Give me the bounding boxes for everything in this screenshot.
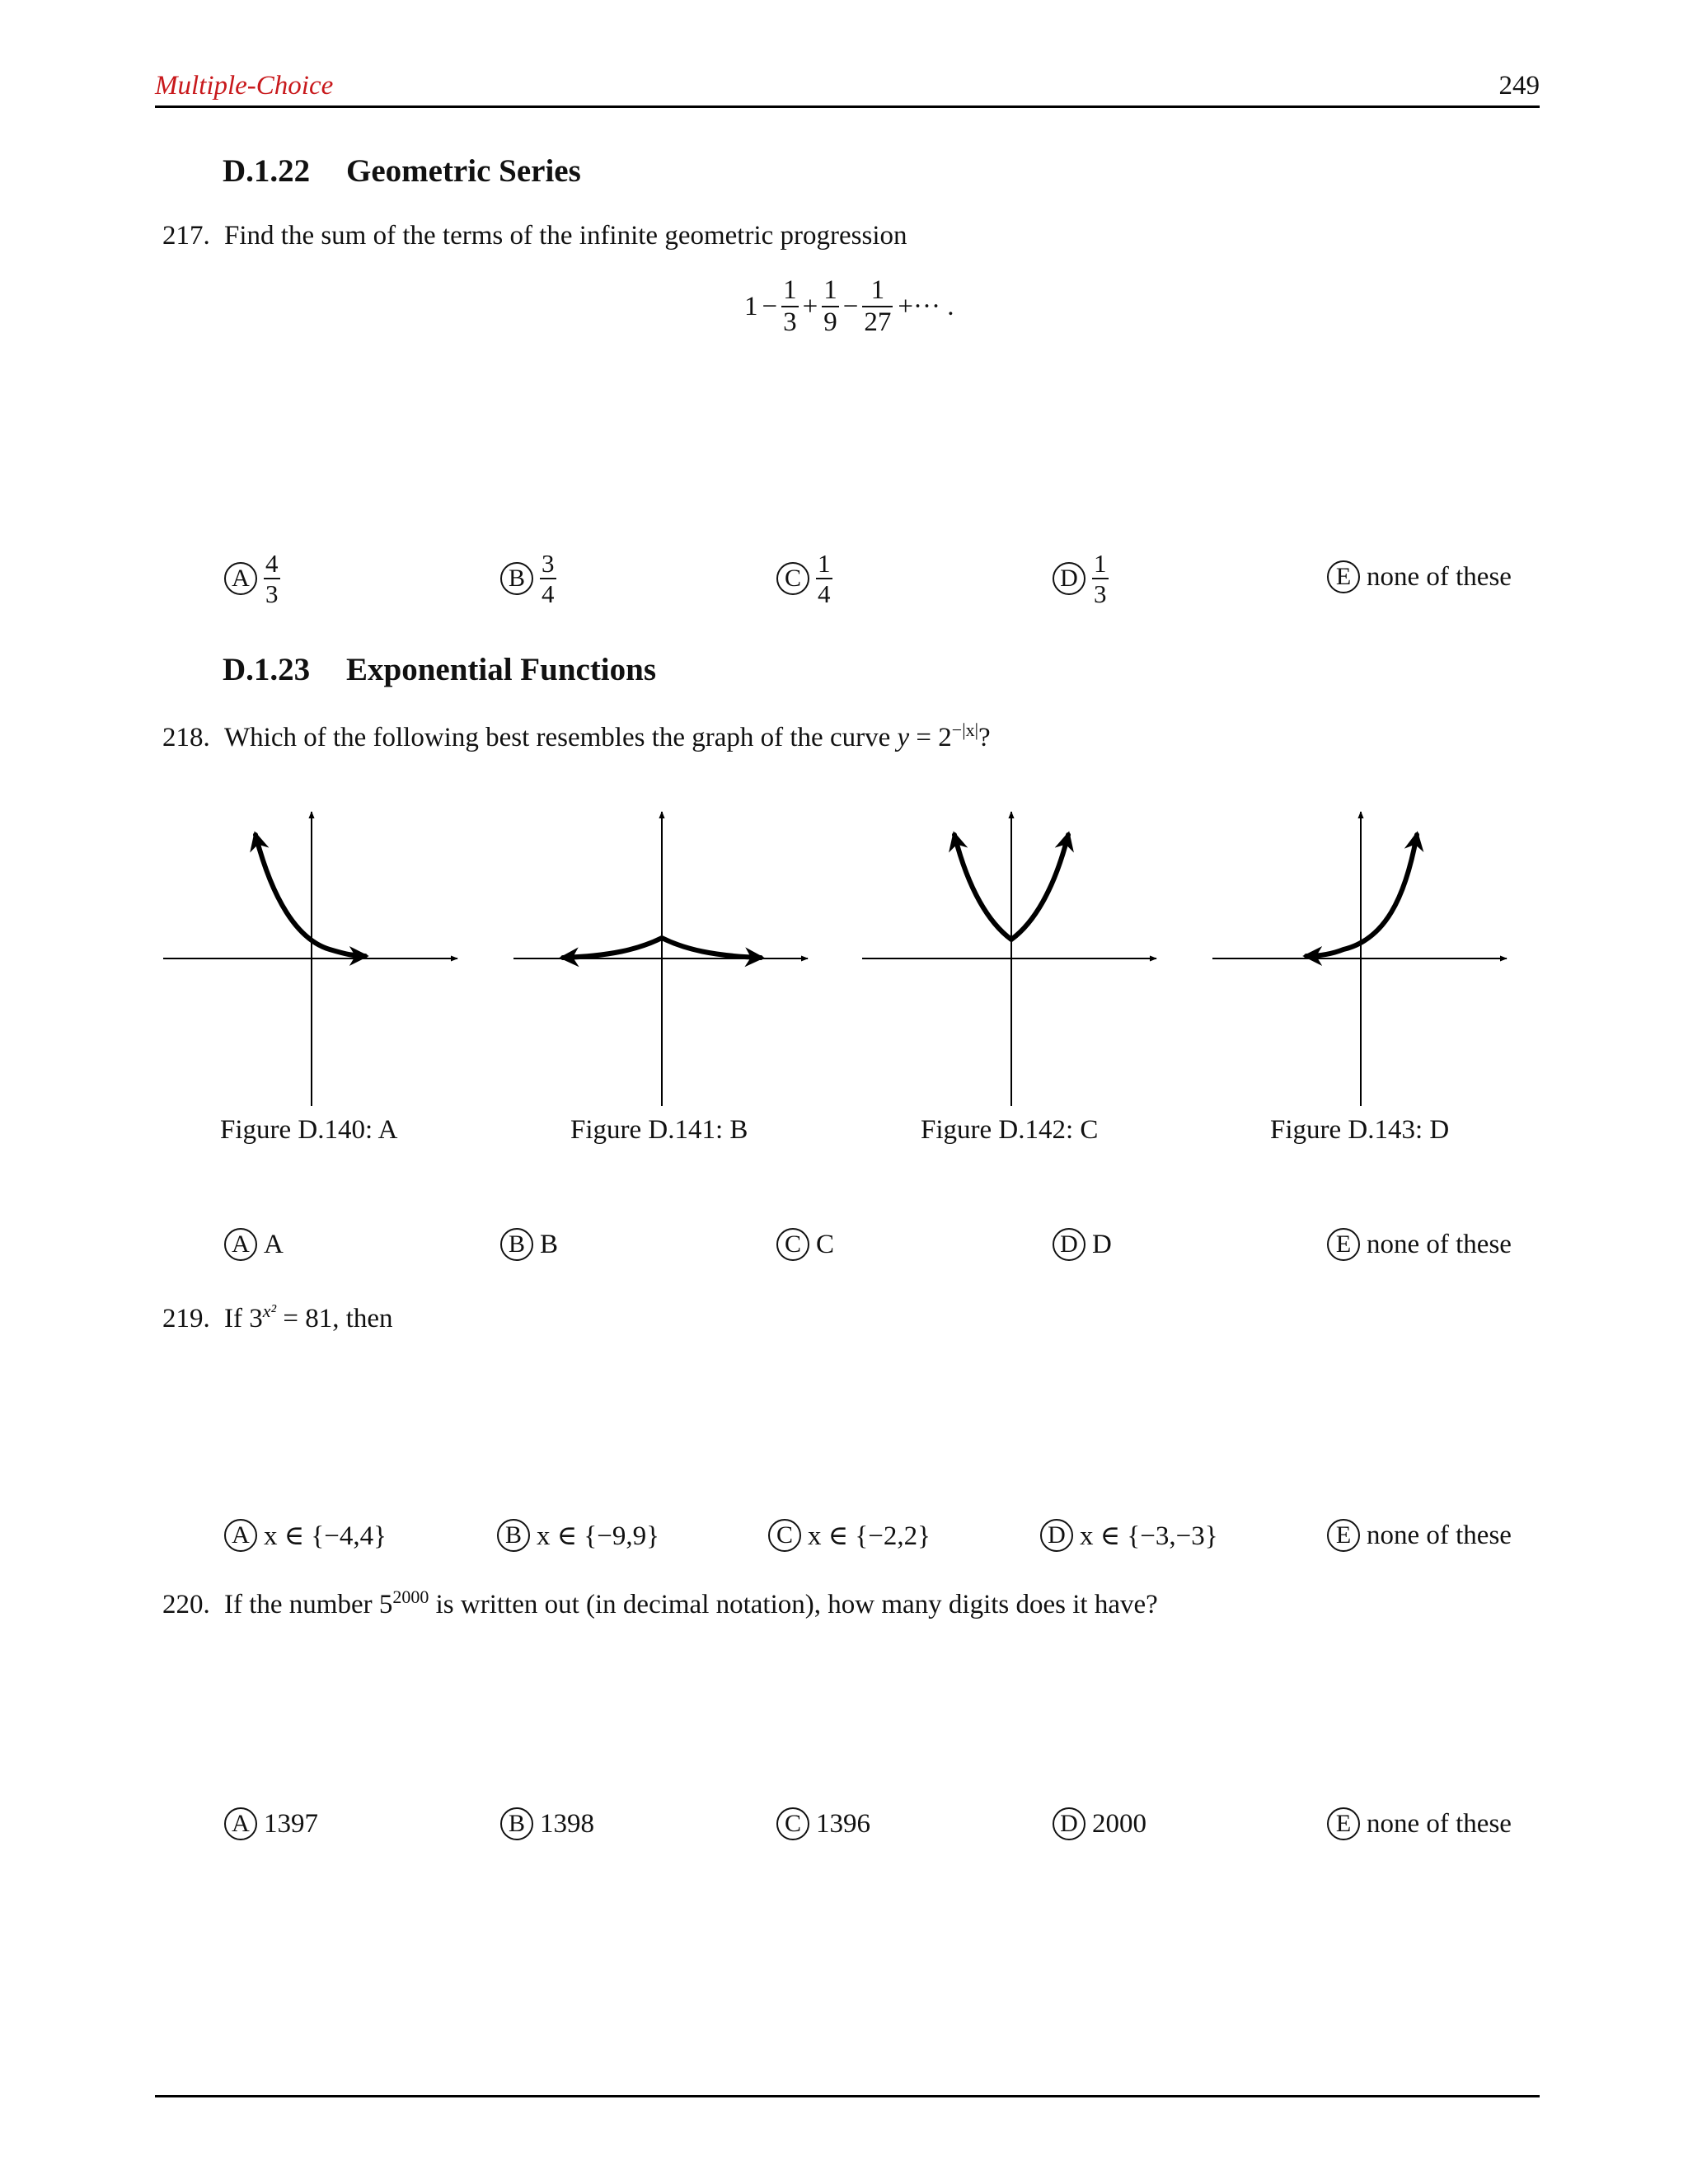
numerator: 1: [870, 275, 885, 305]
series-operator: −: [762, 291, 778, 321]
section-number: D.1.22: [223, 153, 311, 189]
denominator: 9: [823, 307, 837, 337]
denominator: 3: [783, 307, 797, 337]
option-letter-circle: B: [500, 1807, 533, 1840]
question-text-post: is written out (in decimal notation), how many digits does it have?: [429, 1590, 1158, 1619]
question-exponent: 2000: [392, 1586, 429, 1607]
equation-exponent: −|x|: [951, 719, 978, 740]
denominator: 3: [1094, 579, 1107, 608]
option-letter-circle: E: [1327, 560, 1360, 593]
question-exponent: x²: [262, 1301, 277, 1321]
option-text: none of these: [1367, 561, 1512, 592]
question-text: Which of the following best resembles the graph of the curve: [224, 723, 891, 752]
option-c[interactable]: [776, 1807, 870, 1840]
figure-c-graph: [862, 812, 1156, 1106]
series-operator: +: [802, 291, 818, 321]
numerator: 4: [265, 549, 279, 578]
option-letter-circle: A: [224, 1228, 257, 1261]
figure-caption-b: Figure D.141: B: [570, 1115, 748, 1145]
numerator: 3: [542, 549, 555, 578]
question-number: 218.: [162, 723, 210, 752]
section-title: Exponential Functions: [346, 652, 657, 687]
option-letter-circle: D: [1053, 1228, 1085, 1261]
denominator: 27: [864, 307, 892, 337]
question-220: [162, 1586, 1158, 1620]
option-letter-circle: B: [497, 1519, 530, 1552]
question-text: Find the sum of the terms of the infinite geometric progression: [224, 221, 907, 251]
equation-base: = 2: [909, 723, 952, 752]
option-letter-circle: C: [768, 1519, 801, 1552]
option-b[interactable]: [500, 1228, 558, 1261]
option-letter-circle: B: [500, 562, 533, 595]
option-a[interactable]: [224, 1807, 318, 1840]
section-number: D.1.23: [223, 652, 311, 687]
option-a[interactable]: [224, 1228, 284, 1261]
option-text: x ∈ {−3,−3}: [1080, 1521, 1218, 1551]
option-letter-circle: B: [500, 1228, 533, 1261]
option-text: B: [540, 1229, 559, 1259]
numerator: 1: [823, 275, 837, 305]
question-number: 219.: [162, 1304, 210, 1333]
option-text: 1398: [540, 1808, 594, 1839]
running-header-title: Multiple-Choice: [155, 71, 334, 101]
option-e[interactable]: [1327, 1807, 1512, 1840]
denominator: 3: [265, 579, 279, 608]
math-variable-y: y: [897, 723, 910, 752]
option-b[interactable]: [500, 1807, 594, 1840]
option-e[interactable]: [1327, 1519, 1512, 1552]
option-letter-circle: E: [1327, 1807, 1360, 1840]
numerator: 1: [1094, 549, 1107, 578]
option-text: D: [1092, 1229, 1112, 1259]
option-letter-circle: E: [1327, 1519, 1360, 1552]
option-c[interactable]: [776, 1228, 834, 1261]
option-letter-circle: A: [224, 562, 257, 595]
denominator: 4: [542, 579, 555, 608]
series-tail: +··· .: [898, 291, 954, 321]
option-letter-circle: C: [776, 1228, 809, 1261]
option-e[interactable]: [1327, 1228, 1512, 1261]
option-d[interactable]: [1053, 1807, 1146, 1840]
page-number: 249: [1498, 71, 1540, 101]
numerator: 1: [818, 549, 831, 578]
series-operator: −: [842, 291, 859, 321]
question-number: 217.: [162, 221, 210, 251]
option-text: C: [816, 1229, 835, 1259]
option-text: x ∈ {−2,2}: [808, 1521, 931, 1551]
option-b[interactable]: [497, 1519, 659, 1552]
option-letter-circle: D: [1053, 1807, 1085, 1840]
figure-d-graph: [1212, 812, 1507, 1106]
question-number: 220.: [162, 1590, 210, 1619]
option-letter-circle: D: [1053, 562, 1085, 595]
option-a[interactable]: [224, 1519, 387, 1552]
figure-caption-d: Figure D.143: D: [1270, 1115, 1450, 1145]
footer-rule: [155, 2095, 1540, 2097]
option-letter-circle: E: [1327, 1228, 1360, 1261]
figure-caption-c: Figure D.142: C: [921, 1115, 1099, 1145]
option-text: none of these: [1367, 1520, 1512, 1550]
option-letter-circle: C: [776, 562, 809, 595]
question-text-pre: If the number 5: [224, 1590, 393, 1619]
option-letter-circle: A: [224, 1807, 257, 1840]
figure-b-graph: [513, 812, 808, 1106]
option-text: 1397: [264, 1808, 318, 1839]
option-d[interactable]: [1053, 1228, 1112, 1261]
option-letter-circle: C: [776, 1807, 809, 1840]
denominator: 4: [818, 579, 831, 608]
option-text: A: [264, 1229, 284, 1259]
series-lead-term: 1: [744, 291, 758, 321]
option-text: 1396: [816, 1808, 870, 1839]
section-title: Geometric Series: [346, 153, 581, 189]
question-text-if: If 3: [224, 1304, 263, 1333]
option-letter-circle: D: [1040, 1519, 1073, 1552]
option-c[interactable]: [768, 1519, 931, 1552]
figure-a-graph: [163, 812, 457, 1106]
numerator: 1: [783, 275, 797, 305]
option-text: none of these: [1367, 1808, 1512, 1839]
question-text-rest: = 81, then: [276, 1304, 393, 1333]
option-letter-circle: A: [224, 1519, 257, 1552]
curve: [256, 835, 365, 956]
figure-caption-a: Figure D.140: A: [220, 1115, 398, 1145]
option-text: x ∈ {−9,9}: [537, 1521, 659, 1551]
question-219: [162, 1301, 393, 1334]
option-d[interactable]: [1040, 1519, 1218, 1552]
option-text: none of these: [1367, 1229, 1512, 1259]
question-end: ?: [978, 723, 991, 752]
option-text: x ∈ {−4,4}: [264, 1521, 387, 1551]
option-text: 2000: [1092, 1808, 1146, 1839]
